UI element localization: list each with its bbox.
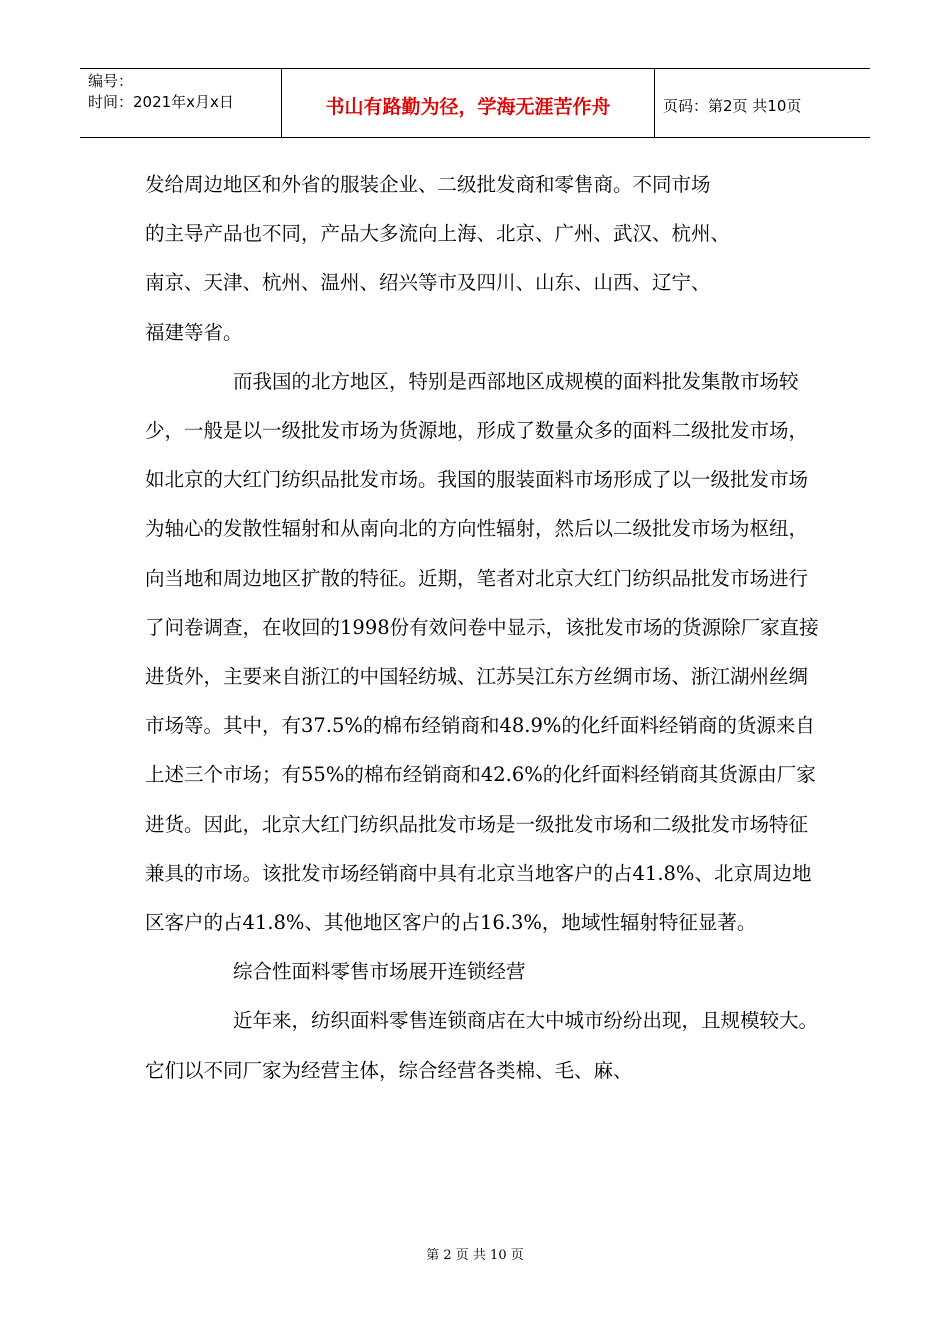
page-footer: 第 2 页 共 10 页 — [426, 1248, 524, 1263]
body-line: 南京、天津、杭州、温州、绍兴等市及四川、山东、山西、辽宁、 — [145, 271, 711, 295]
header-motto: 书山有路勤为径，学海无涯苦作舟 — [282, 69, 655, 137]
document-time-label: 时间：2021年x月x日 — [88, 93, 234, 111]
document-number-label: 编号： — [88, 72, 134, 90]
section-heading: 综合性面料零售市场展开连锁经营 — [233, 960, 526, 984]
header-table — [80, 68, 870, 138]
body-line: 发给周边地区和外省的服装企业、二级批发商和零售商。不同市场 — [145, 173, 711, 196]
body-line: 的主导产品也不同，产品大多流向上海、北京、广州、武汉、杭州、 — [145, 222, 731, 246]
header-meta — [80, 69, 282, 137]
header-page-info: 页码：第2页 共10页 — [663, 96, 802, 115]
paragraph-north-markets: 而我国的北方地区，特别是西部地区成规模的面料批发集散市场较少，一般是以一级批发市场为货源地，形成了数量众多的面料二级批发市场，如北京的大红门纺织品批发市场。我国的服装面料市场形成了以一级批发市场为轴心的发散性辐射和从南向北的方向性辐射，然后以二级批发市场为枢纽，向当地和周边地区扩散的特征。近期，笔者对北京大红门纺织品批发市场进行了问卷调查，在收回的1998份有效问卷中显示，该批发市场的货源除厂家直接进货外，主要来自浙江的中国轻纺城、江苏吴江东方丝绸市场、浙江湖州丝绸市场等。其中，有37.5%的棉布经销商和48.9%的化纤面料经销商的货源来自上述三个市场；有55%的棉布经销商和42.6%的化纤面料经销商其货源由厂家进货。因此，北京大红门纺织品批发市场是一级批发市场和二级批发市场特征兼具的市场。该批发市场经销商中具有北京当地客户的占41.8%、北京周边地区客户的占41.8%、其他地区客户的占16.3%，地域性辐射特征显著。 — [145, 369, 819, 935]
paragraph-retail-chains: 近年来，纺织面料零售连锁商店在大中城市纷纷出现，且规模较大。它们以不同厂家为经营主体，综合经营各类棉、毛、麻、 — [145, 1009, 819, 1082]
body-line: 福建等省。 — [145, 320, 243, 344]
document-body — [145, 160, 825, 1095]
